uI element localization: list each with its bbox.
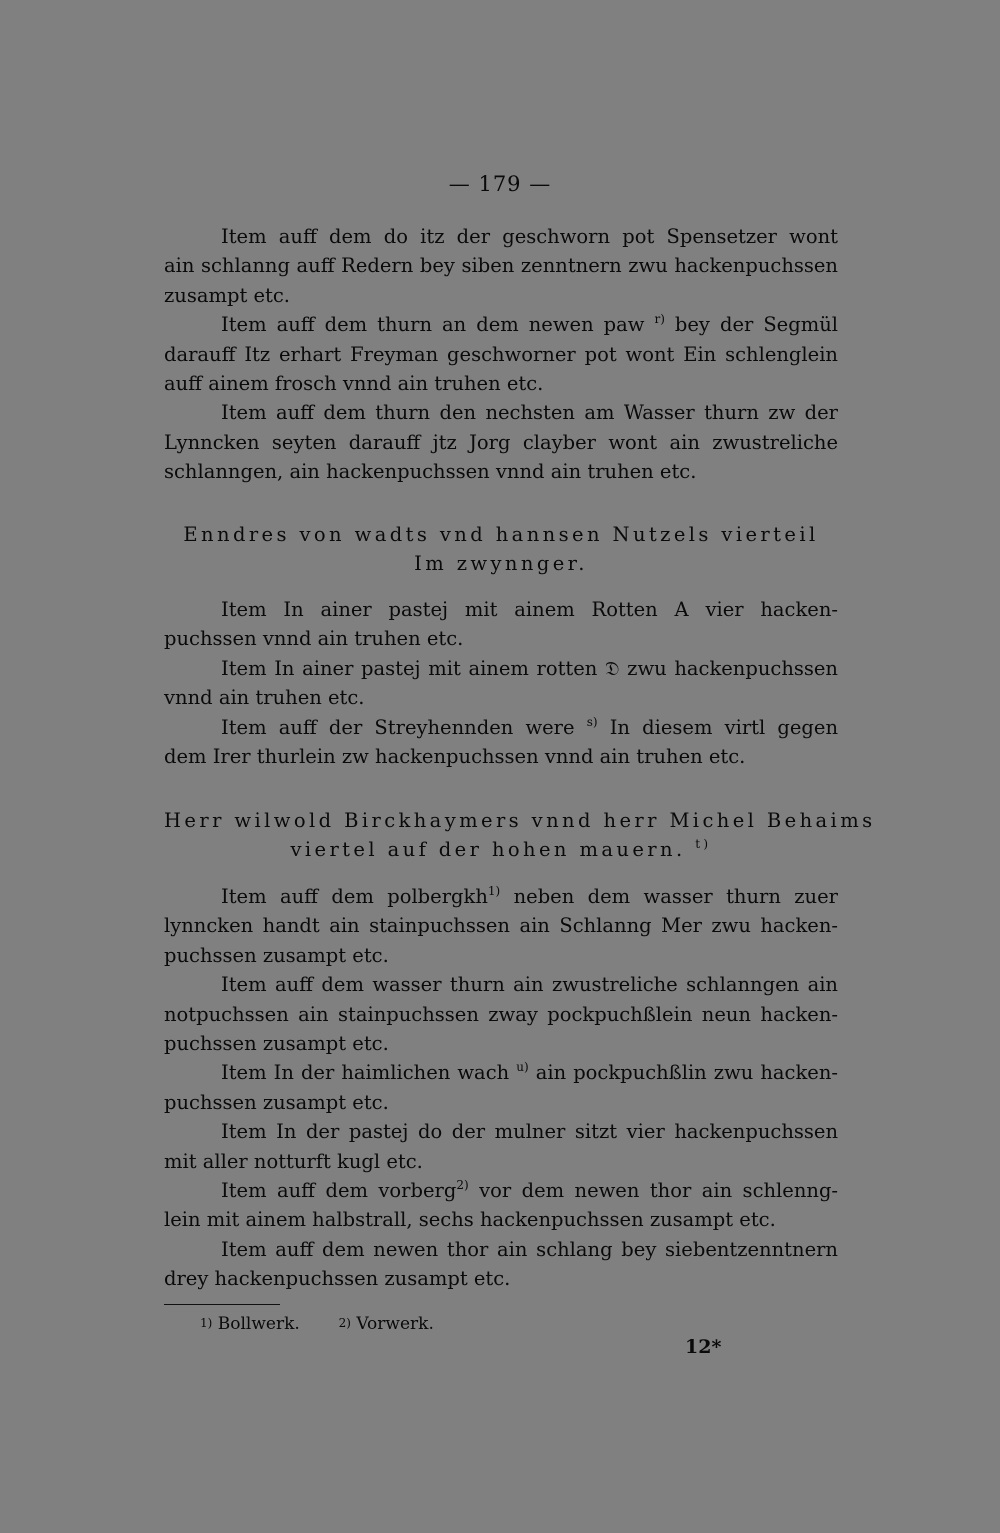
text-line: darauff Itz erhart Freyman geschworner pot wont Ein schlenglein [164,342,838,366]
text-line [164,713,838,742]
text-line: notpuchssen ain stainpuchssen zway pockpuchßlein neun hacken- [164,1002,838,1026]
text-line: schlanngen, ain hackenpuchssen vnnd ain truhen etc. [164,460,697,484]
footnote-mark-r: r) [654,312,665,327]
text-segment: Item In der haimlichen wach [221,1061,510,1085]
text-line [164,310,838,339]
paragraph-block-2 [164,595,838,771]
text-segment: vor dem newen thor ain schlenng- [479,1178,839,1202]
text-line: dem Irer thurlein zw hackenpuchssen vnnd ain truhen etc. [164,744,746,768]
heading-line: Herr wilwold Birckhaymers vnnd herr Michel Behaims [164,809,876,832]
text-line: drey hackenpuchssen zusampt etc. [164,1267,511,1291]
footnote-divider [164,1304,280,1305]
text-line: puchssen zusampt etc. [164,1090,389,1114]
text-segment: zwu hackenpuchssen [627,656,838,680]
footnote-ref-1: 1) [487,884,501,898]
text-line: ain schlanng auff Redern bey siben zenntnern zwu hackenpuchssen [164,254,838,278]
text-line [164,1176,838,1205]
footnote-text-1: Bollwerk. [217,1314,300,1334]
text-line: Item auff dem do itz der geschworn pot Spensetzer wont [221,225,838,248]
text-line: vnnd ain truhen etc. [164,686,365,710]
footnote-ref-2: 2) [456,1177,469,1192]
footnote-number-1: 1) [200,1316,213,1330]
footnote-mark-t: t) [695,837,712,851]
text-line [164,654,838,683]
text-segment: In diesem virtl gegen [609,715,839,739]
text-segment: neben dem wasser thurn zuer [513,885,838,908]
text-line [164,882,838,911]
text-line [164,1058,838,1087]
text-line: zusampt etc. [164,283,290,307]
text-line: Item In der pastej do der mulner sitzt vier hackenpuchssen [221,1120,838,1144]
heading-line: Im zwynnger. [414,552,588,575]
text-segment: Item In ainer pastej mit ainem rotten [221,656,598,680]
text-segment: Item auff dem vorberg [221,1178,457,1202]
text-line: auff ainem frosch vnnd ain truhen etc. [164,371,544,395]
text-line: puchssen zusampt etc. [164,943,389,967]
text-line: puchssen vnnd ain truhen etc. [164,627,464,651]
text-line: lein mit ainem halbstrall, sechs hackenpuchssen zusampt etc. [164,1208,776,1232]
footnote-mark-s: s) [586,714,598,729]
text-line: puchssen zusampt etc. [164,1031,389,1055]
text-segment: Item auff der Streyhennden were [221,715,575,739]
footnote-number-2: 2) [338,1316,351,1330]
footnote-text-2: Vorwerk. [356,1314,434,1334]
text-segment: Item auff dem polbergkh [221,885,488,908]
text-segment: bey der Segmül [674,313,838,337]
section-heading-1 [164,520,838,578]
heading-text: viertel auf der hohen mauern. [290,838,686,861]
heading-line: Enndres von wadts vnd hannsen Nutzels vierteil [183,523,819,546]
text-line: lynncken handt ain stainpuchssen ain Schlanng Mer zwu hacken- [164,914,838,938]
section-heading-2 [164,806,876,864]
text-line: mit aller notturft kugl etc. [164,1149,423,1173]
paragraph-block-1 [164,222,838,487]
text-line: Lynncken seyten darauff jtz Jorg clayber wont ain zwustreliche [164,430,838,454]
text-segment: Item auff dem thurn an dem newen paw [221,313,645,337]
text-line: Item auff dem newen thor ain schlang bey siebentzenntnern [221,1237,838,1261]
signature-mark: 12* [685,1336,722,1358]
paragraph-block-3 [164,882,838,1293]
heading-line [164,835,838,864]
footnotes [200,1314,434,1334]
text-line: Item auff dem wasser thurn ain zwustreliche schlanngen ain [221,973,838,997]
text-segment: ain pockpuchßlin zwu hacken- [535,1061,838,1085]
text-line: Item In ainer pastej mit ainem Rotten A vier hacken- [221,598,838,621]
text-line: Item auff dem thurn den nechsten am Wasser thurn zw der [221,401,838,425]
footnote-mark-u: u) [516,1060,529,1075]
page-number: — 179 — [448,172,552,196]
fraktur-d-symbol: 𝔇 [605,656,620,680]
